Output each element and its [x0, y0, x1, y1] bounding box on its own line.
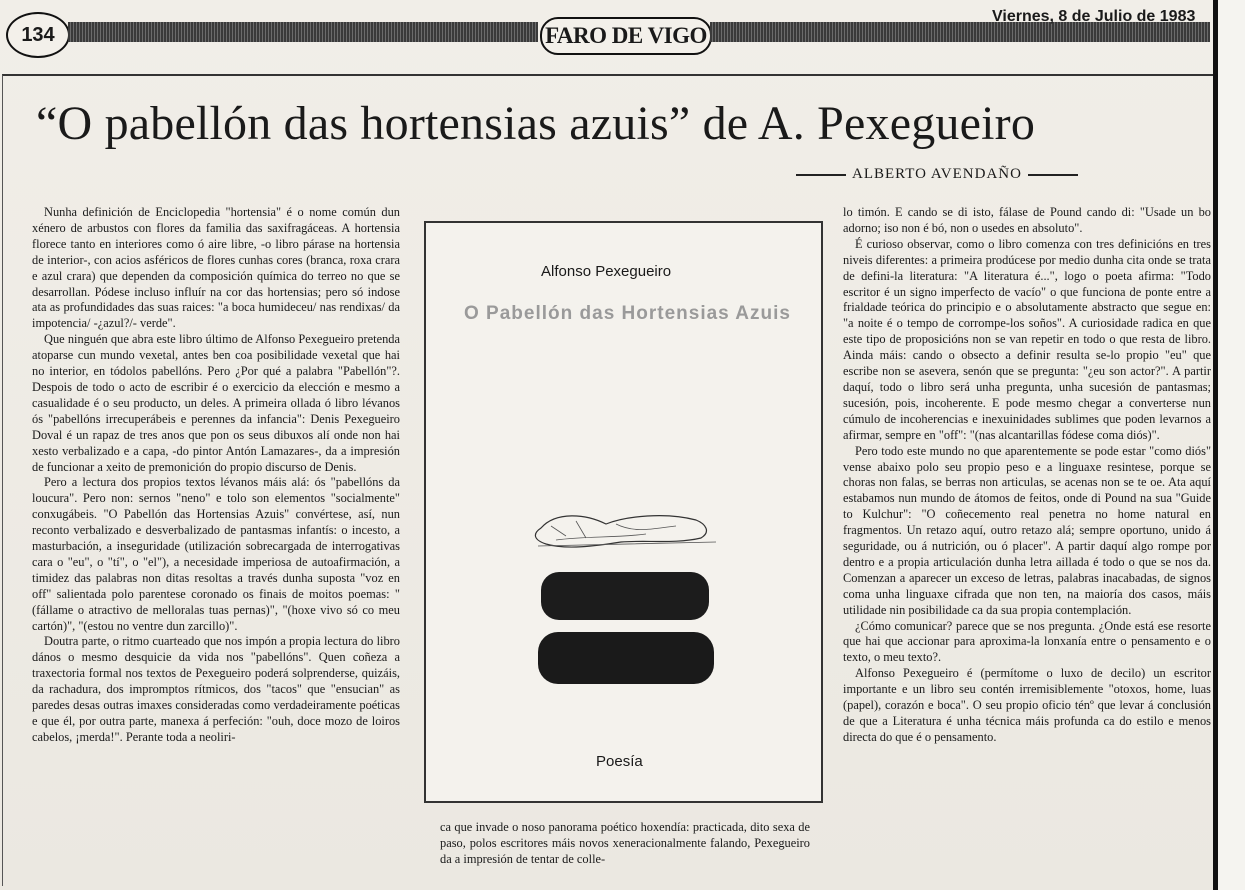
- header-band-left: [68, 22, 538, 42]
- paragraph: Doutra parte, o ritmo cuarteado que nos impón a propia lectura do libro dános o mesmo desquicie da vida nos "pabellóns". Quen coñeza a traxectoria formal nos textos de Pexegueiro poderá solprenderse, quizáis, da rachadura, dos impromptos rítmicos, dos "tacos" que "ensucian" as paredes desas outras imaxes consideradas como verdadeiramente poéticas e que él, por outra parte, manexa á perfeción: "ouh, doce mozo de loiros cabelos, ¡merda!". Perante toda a neoliri-: [32, 634, 400, 744]
- paragraph: Que ninguén que abra este libro último de Alfonso Pexegueiro pretenda atoparse cun mundo vexetal, antes ben coa posibilidade vexetal que hai no interior, en tódolos pabellóns. Pero ¿Por qué a palabra "Pabellón"?. Despois de todo o acto de escribir é o exercicio da elección e mesmo a casualidade é o seu producto, un deles. A primeira ollada ó libro lévanos ós "pabellóns irrecuperábeis e perennes da infancia": Denis Pexegueiro Doval é un rapaz de tres anos que pon os seus dibuxos alí onde non hai xesto verbalizado e a capa, -do pintor Antón Lamazares-, da a impresión de funcionar a xeito de premonición do propio discurso de Denis.: [32, 332, 400, 474]
- paragraph: Nunha definición de Enciclopedia "hortensia" é o nome común dun xénero de arbustos con flores da familia das saxifragáceas. A hortensia florece tanto en interiores como ó aire libre, -o libro párase na hortensia de interior-, con acios asféricos de flores cunhas cores (branca, roxa crara e azul crara) que dependen da composición química do terreo no que se desarrollan. Pódese incluso influír na cor das hortensias; pero só indose ata as profundidades das suas raices: "a boca humideceu/ nas rendixas/ da impotencia/ -¿azul?/- verde".: [32, 205, 400, 331]
- issue-date: Viernes, 8 de Julio de 1983: [992, 8, 1196, 25]
- dark-band-bottom: [538, 632, 714, 684]
- book-cover-title: O Pabellón das Hortensias Azuis: [464, 303, 791, 324]
- book-cover-genre: Poesía: [596, 753, 643, 770]
- paragraph: É curioso observar, como o libro comenza con tres definicións en tres niveis diferentes: a primeira prodúcese por medio dunha cita onde se trata de defini-la literatura: "A literatura é...", logo o poeta afirma: "Todo escritor é un signo imperfecto de vacío" o que funciona de ponte entre a frialdade teórica do principio e o absolutamente abstracto que segue en: "a noite é o tempo de corrompe-los soños". A curiosidade radica en que este tipo de proposicións non se van repetir en todo o que resta de libro. Ainda máis: cando o obsecto a definir resulta se-lo propio "eu" que escribe non se asevera, senón que se pregunta: "¿eu son actor?". A partir daquí, todo o libro será unha pregunta, unha sucesión de pantasmas; sucesión, pois, incoherente. E pode mesmo chegar a converterse nun cúmulo de incoherencias e inexuinidades sublimes que poden levarnos a afirmar, sempre en "off": "(nas alcantarillas fódese coma diós)".: [843, 236, 1211, 442]
- byline-author: ALBERTO AVENDAÑO: [852, 166, 1022, 182]
- paragraph: ¿Cómo comunicar? parece que se nos pregunta. ¿Onde está ese resorte que hai que accionar para aproxima-la lonxanía entre o pensamento e o texto, o meu texto?.: [843, 618, 1211, 665]
- paragraph: Alfonso Pexegueiro é (permítome o luxo de decilo) un escritor importante e un libro seu contén irremisiblemente "otoxos, home, luas (papel), corazón e boca". O seu propio oficio ténº que levar á conclusión de que a Literatura é unha técnica máis profunda ca do estilo e menos directa do que é o pensamento.: [843, 666, 1211, 744]
- paragraph: Pero a lectura dos propios textos lévanos máis alá: ós "pabellóns da loucura". Pero non: sernos "neno" e tolo son elementos "socialmente" conxugábeis. "O Pabellón das Hortensias Azuis" convértese, así, nun reconto verbalizado e desverbalizado de pantasmas infantís: o incesto, a masturbación, a inseguridade (utilización sobrecargada de interrogativas cara o "eu", o "tí", o "el"), a necesidade imperiosa de autoafirmación, a timidez das palabras non ditas resoltas a través dunha suposta "voz en off" salientada polo parentese coronado os finais de moitos poemas: "(fállame o atractivo de melloralas tuas pernas)", "(hoxe vivo só co meu cartón)", "(estou no ventre dun zarcillo)".: [32, 475, 400, 633]
- book-cover-image: [424, 221, 823, 803]
- byline-rule-left: [796, 174, 846, 176]
- paragraph: lo timón. E cando se di isto, fálase de Pound cando di: "Usade un bo adorno; iso non é bó, non o usedes en absoluto".: [843, 205, 1211, 235]
- book-cover-author: Alfonso Pexegueiro: [541, 263, 672, 280]
- article-column-3: [843, 205, 1211, 877]
- article-headline: “O pabellón das hortensias azuis” de A. Pexegueiro: [36, 97, 1036, 150]
- paragraph: Pero todo este mundo no que aparentemente se pode estar "como diós" vense abaixo polo seu propio peso e a linguaxe resintese, porque se choras non falas, se berras non articulas, se acenas non se te oe. Ata aquí estabamos nun mundo de átomos de feitos, onde di Pound na sua "Guide to Kulchur": "O coñecemento real penetra no home natural en fragmentos. Un retazo aquí, outro retazo alá; sempre oportuno, unido á seguridade, ou á nutrición, ou ó placer". A partir daquí algo rompe por dentro e a propia articulación dunha letra aillada é todo o que se nos da. Comenzan a aparecer un exceso de letras, palabras inacabadas, de signos coma unha linguaxe cifrada que non ten, na maioría dos casos, máis utilidade nin posibilidade ca da sua propia contemplación.: [843, 443, 1211, 617]
- paragraph: ca que invade o noso panorama poético hoxendía: practicada, dito sexa de paso, polos escritores máis novos xeneracionalmente falando, Pexegueiro da a impresión de tentar de colle-: [440, 820, 810, 866]
- article-column-1: [32, 205, 400, 877]
- page-edge: [1213, 0, 1245, 890]
- book-cover-illustration: [526, 506, 726, 696]
- byline-rule-right: [1028, 174, 1078, 176]
- dark-band-top: [541, 572, 709, 620]
- article-column-2: [440, 820, 810, 880]
- page-number: 134: [6, 12, 70, 58]
- masthead-logo: FARO DE VIGO: [540, 17, 712, 55]
- sketch-figure: [535, 516, 706, 547]
- article-byline: [790, 166, 1084, 183]
